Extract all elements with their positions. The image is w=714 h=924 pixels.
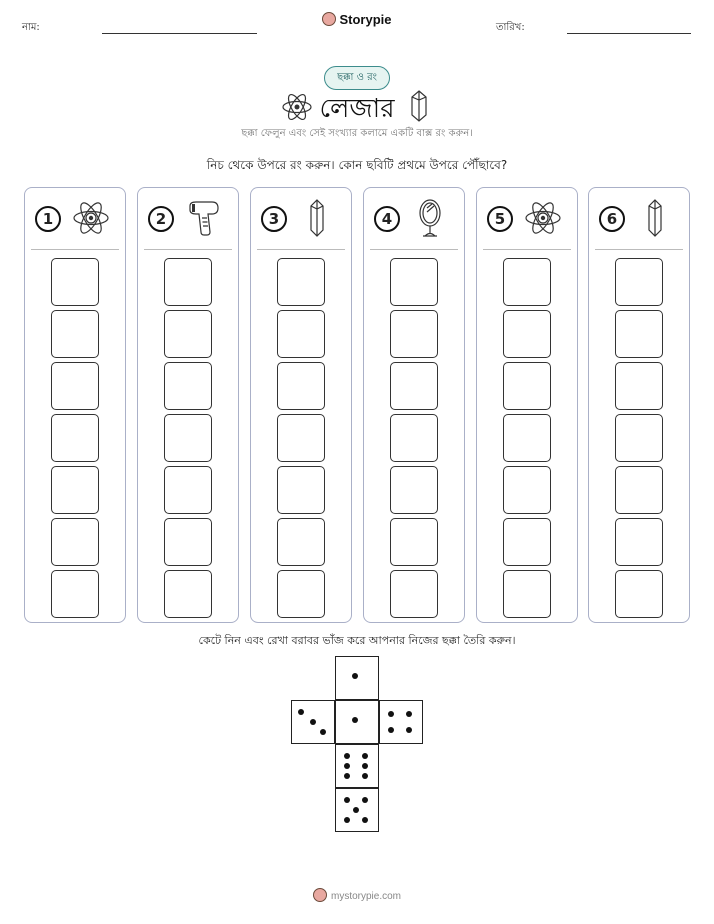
color-box[interactable] xyxy=(164,310,212,358)
color-box[interactable] xyxy=(615,414,663,462)
die-pip xyxy=(353,807,359,813)
die-face-3 xyxy=(291,700,335,744)
color-box[interactable] xyxy=(51,466,99,514)
color-box[interactable] xyxy=(51,310,99,358)
color-box[interactable] xyxy=(615,362,663,410)
die-pip xyxy=(298,709,304,715)
column-number: 3 xyxy=(261,206,287,232)
color-box[interactable] xyxy=(503,518,551,566)
column-divider xyxy=(144,249,232,250)
color-box[interactable] xyxy=(51,518,99,566)
color-box[interactable] xyxy=(277,466,325,514)
die-face-1 xyxy=(335,700,379,744)
column-number: 4 xyxy=(374,206,400,232)
die-pip xyxy=(320,729,326,735)
color-box[interactable] xyxy=(615,258,663,306)
column-2 xyxy=(137,187,239,623)
color-box[interactable] xyxy=(51,362,99,410)
column-6 xyxy=(588,187,690,623)
column-4 xyxy=(363,187,465,623)
die-pip xyxy=(406,727,412,733)
die-pip xyxy=(406,711,412,717)
die-pip xyxy=(362,763,368,769)
color-box[interactable] xyxy=(503,466,551,514)
die-pip xyxy=(344,763,350,769)
column-divider xyxy=(31,249,119,250)
column-number: 5 xyxy=(487,206,513,232)
color-box[interactable] xyxy=(390,570,438,618)
column-5 xyxy=(476,187,578,623)
color-box[interactable] xyxy=(503,310,551,358)
color-box[interactable] xyxy=(390,414,438,462)
color-box[interactable] xyxy=(277,414,325,462)
color-box[interactable] xyxy=(503,570,551,618)
die-face-6 xyxy=(335,744,379,788)
color-box[interactable] xyxy=(390,310,438,358)
die-pip xyxy=(388,711,394,717)
color-box[interactable] xyxy=(164,466,212,514)
die-pip xyxy=(352,717,358,723)
die-pip xyxy=(362,773,368,779)
instruction: নিচ থেকে উপরে রং করুন। কোন ছবিটি প্রথমে উপরে পৌঁছাবে? xyxy=(206,158,508,172)
column-3 xyxy=(250,187,352,623)
die-pip xyxy=(344,817,350,823)
atom-icon xyxy=(521,198,565,238)
color-box[interactable] xyxy=(164,570,212,618)
color-box[interactable] xyxy=(51,570,99,618)
color-box[interactable] xyxy=(51,258,99,306)
atom-icon xyxy=(69,198,113,238)
column-divider xyxy=(483,249,571,250)
cut-instruction: কেটে নিন এবং রেখা বরাবর ভাঁজ করে আপনার নিজের ছক্কা তৈরি করুন। xyxy=(198,634,516,647)
color-box[interactable] xyxy=(503,258,551,306)
date-line[interactable] xyxy=(567,33,691,34)
date-label: তারিখ: xyxy=(496,22,525,33)
crystal-icon xyxy=(295,198,339,238)
die-pip xyxy=(362,817,368,823)
die-pip xyxy=(344,753,350,759)
color-box[interactable] xyxy=(277,362,325,410)
die-pip xyxy=(310,719,316,725)
subtitle: ছক্কা ফেলুন এবং সেই সংখ্যার কলামে একটি বাক্স রং করুন। xyxy=(241,128,473,139)
color-box[interactable] xyxy=(615,466,663,514)
crystal-icon xyxy=(410,90,428,122)
column-number: 1 xyxy=(35,206,61,232)
color-box[interactable] xyxy=(277,310,325,358)
color-box[interactable] xyxy=(390,518,438,566)
color-box[interactable] xyxy=(390,258,438,306)
page-title: লেজার xyxy=(319,94,395,124)
color-box[interactable] xyxy=(277,518,325,566)
die-face-4 xyxy=(379,700,423,744)
color-box[interactable] xyxy=(164,258,212,306)
column-divider xyxy=(370,249,458,250)
color-box[interactable] xyxy=(390,466,438,514)
color-box[interactable] xyxy=(503,362,551,410)
column-number: 6 xyxy=(599,206,625,232)
color-box[interactable] xyxy=(390,362,438,410)
die-pip xyxy=(362,797,368,803)
brand-text: Storypie xyxy=(339,12,392,27)
die-pip xyxy=(344,797,350,803)
barcode-scanner-icon xyxy=(182,198,226,238)
color-box[interactable] xyxy=(615,518,663,566)
name-label: নাম: xyxy=(22,22,40,33)
mirror-icon xyxy=(408,198,452,238)
footer xyxy=(0,888,714,902)
storypie-mascot-icon xyxy=(313,888,327,902)
storypie-mascot-icon xyxy=(322,12,336,26)
color-box[interactable] xyxy=(503,414,551,462)
column-1 xyxy=(24,187,126,623)
die-pip xyxy=(388,727,394,733)
name-line[interactable] xyxy=(102,33,257,34)
color-box[interactable] xyxy=(51,414,99,462)
brand-logo xyxy=(0,12,714,27)
column-divider xyxy=(595,249,683,250)
color-box[interactable] xyxy=(615,310,663,358)
color-box[interactable] xyxy=(164,414,212,462)
column-divider xyxy=(257,249,345,250)
footer-site[interactable]: mystorypie.com xyxy=(330,891,401,902)
die-pip xyxy=(362,753,368,759)
crystal-icon xyxy=(633,198,677,238)
color-box[interactable] xyxy=(277,570,325,618)
die-face-1 xyxy=(335,656,379,700)
die-pip xyxy=(352,673,358,679)
column-number: 2 xyxy=(148,206,174,232)
color-box[interactable] xyxy=(277,258,325,306)
die-face-5 xyxy=(335,788,379,832)
color-box[interactable] xyxy=(164,518,212,566)
game-type-badge: ছক্কা ও রং xyxy=(324,66,390,90)
color-box[interactable] xyxy=(615,570,663,618)
die-pip xyxy=(344,773,350,779)
color-box[interactable] xyxy=(164,362,212,410)
